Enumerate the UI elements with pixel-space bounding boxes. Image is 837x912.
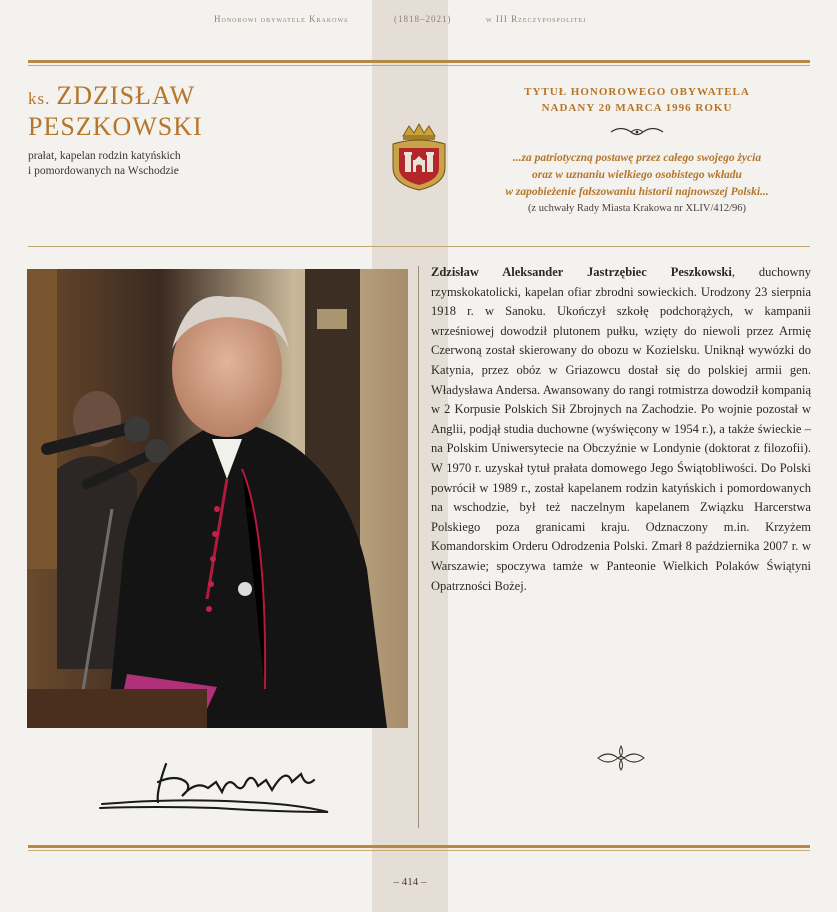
header-right: w III Rzeczypospolitej <box>486 14 587 24</box>
portrait-photo <box>27 269 408 728</box>
krakow-coat-of-arms-icon <box>389 122 449 192</box>
quote-line-2: oraz w uznaniu wielkiego osobistego wkładu <box>532 169 742 181</box>
honor-title-line-2: NADANY 20 MARCA 1996 ROKU <box>541 102 733 114</box>
top-rule <box>28 60 810 63</box>
handwritten-signature <box>96 752 336 822</box>
column-divider <box>418 266 419 828</box>
bottom-rule <box>28 845 810 848</box>
header-center: (1818–2021) <box>394 14 452 24</box>
ornament-flourish-icon <box>607 124 667 140</box>
name-prefix: ks. <box>28 89 51 108</box>
honor-title-block <box>462 84 812 214</box>
top-rule-thin <box>28 65 810 66</box>
first-name: ZDZISŁAW <box>56 81 196 110</box>
quote-line-1: ...za patriotyczną postawę przez całego swojego życia <box>512 152 762 164</box>
ornament-flourish-icon <box>596 744 646 772</box>
header-left: Honorowi obywatele Krakowa <box>214 14 349 24</box>
biography-body: , duchowny rzymskokatolicki, kapelan ofiar zbrodni sowieckich. Urodzony 23 sierpnia 1918 r. w Sanoku. Ukończył szkołę podchorążych, w kampanii wrześniowej dowodził plutonem pułku, wzięty do niewoli przez Armię Czerwoną został skierowany do obozu w Kozielsku. Uniknął wywózki do Katynia, przez obóz w Griazowcu dostał się do polskiej armii gen. Władysława Andersa. Awansowany do rangi rotmistrza dowodził kompanią w 2 Korpusie Polskich Sił Zbrojnych na Zachodzie. Po wojnie pozostał w Anglii, podjął studia duchowne (wyświęcony w 1954 r.), a także świeckie – na Polskim Uniwersytecie na Obczyźnie w Londynie (doktorat z filozofii). W 1970 r. uzyskał tytuł prałata domowego Jego Świątobliwości. Do Polski powrócił w 1989 r., został kapelanem rodzin katyńskich i pomordowanych na wschodzie, był też naczelnym kapelanem Związku Harcerstwa Polskiego poza granicami kraju. Odznaczony m.in. Krzyżem Komandorskim Orderu Odrodzenia Polski. Zmarł 8 października 2007 r. w Warszawie; spoczywa tamże w Panteonie Wielkich Polaków Świątyni Opatrzności Bożej. <box>431 265 811 593</box>
honor-title-line-1: TYTUŁ HONOROWEGO OBYWATELA <box>524 86 750 98</box>
resolution-quote <box>462 150 812 201</box>
middle-rule <box>28 246 810 247</box>
last-name: PESZKOWSKI <box>28 112 203 141</box>
quote-citation: (z uchwały Rady Miasta Krakowa nr XLIV/412/96) <box>527 203 747 214</box>
page-number: – 414 – <box>393 876 427 888</box>
person-name <box>28 82 203 141</box>
biography-lead: Zdzisław Aleksander Jastrzębiec Peszkowski <box>431 265 732 279</box>
bottom-rule-thin <box>28 850 810 851</box>
biography-text <box>431 263 811 596</box>
description-line-1: prałat, kapelan rodzin katyńskich <box>28 150 181 162</box>
quote-line-3: w zapobieżenie fałszowaniu historii najnowszej Polski... <box>505 186 769 198</box>
person-description <box>28 149 228 179</box>
description-line-2: i pomordowanych na Wschodzie <box>28 165 179 177</box>
